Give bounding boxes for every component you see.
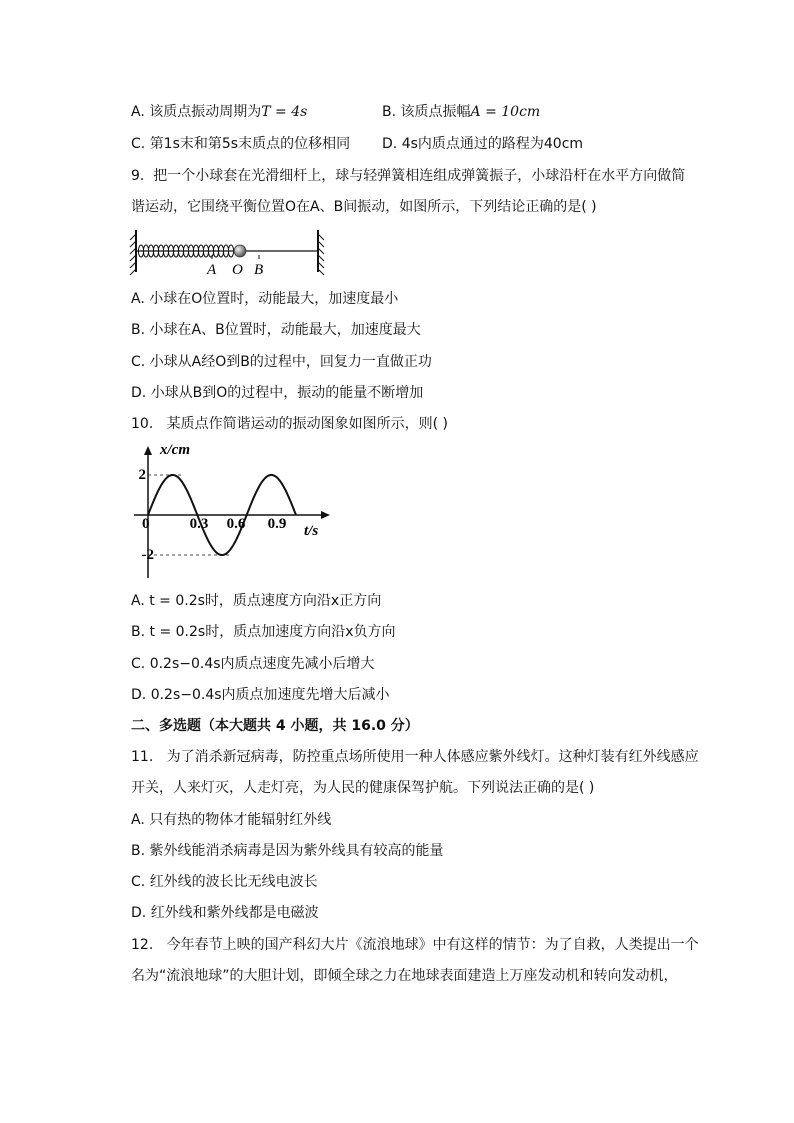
origin-label: 0 <box>142 516 150 532</box>
q8-option-d-text: 4s内质点通过的路程为40cm <box>401 136 584 152</box>
q8-option-a-text: 该质点振动周期为 <box>149 104 262 120</box>
q10-option-a-label: A. <box>131 593 145 609</box>
q11-option-d-label: D. <box>131 905 147 921</box>
x-tick-label-0.6: 0.6 <box>226 516 246 532</box>
vibration-graph <box>128 440 340 582</box>
q8-option-a-label: A. <box>131 104 145 120</box>
q12-stem-text2: 名为“流浪地球”的大胆计划，即倾全球之力在地球表面建造上万座发动机和转向发动机， <box>131 968 678 984</box>
label-o: O <box>232 262 243 278</box>
q11-option-a-label: A. <box>131 812 145 828</box>
q9-option-c-label: C. <box>131 354 146 370</box>
x-tick-label-0.9: 0.9 <box>267 516 287 532</box>
q11-option-a-text: 只有热的物体才能辐射红外线 <box>149 812 332 828</box>
q12-stem-text1: 今年春节上映的国产科幻大片《流浪地球》中有这样的情节：为了自救，人类提出一个 <box>166 937 699 953</box>
q10-option-c <box>131 654 375 674</box>
label-a: A <box>207 262 217 278</box>
q11-number: 11. <box>131 749 154 765</box>
q8-option-d <box>382 134 583 154</box>
y-axis-label: x/cm <box>160 442 190 458</box>
q8-option-b-label: B. <box>382 104 397 120</box>
q8-option-c-text: 第1s末和第5s末质点的位移相同 <box>149 136 351 152</box>
q10-number: 10. <box>131 416 154 432</box>
q8-option-c <box>131 134 350 154</box>
q8-option-c-label: C. <box>131 136 146 152</box>
q8-option-b-math: A = 10cm <box>470 104 541 120</box>
q9-option-a-text: 小球在O位置时，动能最大，加速度最小 <box>149 291 399 307</box>
q11-stem-line1 <box>131 747 699 767</box>
q8-option-a <box>131 102 307 122</box>
ball <box>234 245 246 257</box>
q10-option-a <box>131 591 381 611</box>
label-b: B <box>254 262 264 278</box>
q8-option-b-text: 该质点振幅 <box>400 104 471 120</box>
q9-option-b-label: B. <box>131 322 146 338</box>
q10-option-d-text: 0.2s−0.4s内质点加速度先增大后减小 <box>150 687 390 703</box>
q8-option-d-label: D. <box>382 136 398 152</box>
q12-stem-line1 <box>131 935 699 955</box>
q9-option-d-text: 小球从B到O的过程中，振动的能量不断增加 <box>150 385 424 401</box>
q9-option-d <box>131 383 423 403</box>
y-axis-arrow <box>144 446 152 455</box>
x-tick-label-0.3: 0.3 <box>189 516 209 532</box>
q9-number: 9. <box>131 168 145 184</box>
q11-option-c-text: 红外线的波长比无线电波长 <box>149 874 318 890</box>
q8-option-b <box>382 102 540 122</box>
q11-option-d <box>131 903 319 923</box>
q9-option-a <box>131 289 398 309</box>
q10-option-b <box>131 622 395 642</box>
q11-option-c <box>131 872 318 892</box>
q11-option-b <box>131 841 444 861</box>
q10-option-d-label: D. <box>131 687 147 703</box>
y-tick-label-2: 2 <box>138 467 146 483</box>
q9-option-b-text: 小球在A、B位置时，动能最大，加速度最大 <box>149 322 421 338</box>
q10-option-c-label: C. <box>131 656 146 672</box>
y-tick-label-neg2: -2 <box>141 547 154 563</box>
q9-option-b <box>131 320 421 340</box>
q10-option-d <box>131 685 390 705</box>
q10-option-b-label: B. <box>131 624 146 640</box>
q11-option-d-text: 红外线和紫外线都是电磁波 <box>150 905 319 921</box>
q9-option-d-label: D. <box>131 385 147 401</box>
q10-option-b-text: t = 0.2s时，质点加速度方向沿x负方向 <box>149 624 396 640</box>
q12-stem-line2 <box>131 966 678 986</box>
spring-oscillator-figure <box>128 226 328 278</box>
section-title <box>131 716 419 736</box>
q9-stem-text1: 把一个小球套在光滑细杆上，球与轻弹簧相连组成弹簧振子，小球沿杆在水平方向做简 <box>153 168 686 184</box>
x-axis-label: t/s <box>304 523 319 539</box>
q9-option-c <box>131 352 432 372</box>
q9-option-a-label: A. <box>131 291 145 307</box>
q11-option-c-label: C. <box>131 874 146 890</box>
q11-stem-text2: 开关，人来灯灭，人走灯亮，为人民的健康保驾护航。下列说法正确的是( ) <box>131 780 595 796</box>
q10-option-a-text: t = 0.2s时，质点速度方向沿x正方向 <box>149 593 382 609</box>
q11-option-b-label: B. <box>131 843 146 859</box>
q9-stem-line2 <box>131 197 597 217</box>
q12-number: 12. <box>131 937 154 953</box>
q8-option-a-math: T = 4s <box>261 104 308 120</box>
section-title-text: 二、多选题（本大题共 4 小题，共 16.0 分） <box>131 718 419 734</box>
q9-stem-line1 <box>131 166 685 186</box>
x-axis-arrow <box>321 511 330 519</box>
q11-stem-line2 <box>131 778 594 798</box>
q10-stem <box>131 414 448 434</box>
q9-stem-text2: 谐运动，它围绕平衡位置O在A、B间振动，如图所示，下列结论正确的是( ) <box>131 199 597 215</box>
q11-option-b-text: 紫外线能消杀病毒是因为紫外线具有较高的能量 <box>149 843 444 859</box>
q9-option-c-text: 小球从A经O到B的过程中，回复力一直做正功 <box>149 354 432 370</box>
q10-option-c-text: 0.2s−0.4s内质点速度先减小后增大 <box>149 656 375 672</box>
q11-stem-text1: 为了消杀新冠病毒，防控重点场所使用一种人体感应紫外线灯。这种灯装有红外线感应 <box>166 749 699 765</box>
q10-stem-text: 某质点作简谐运动的振动图象如图所示，则( ) <box>166 416 448 432</box>
q11-option-a <box>131 810 331 830</box>
